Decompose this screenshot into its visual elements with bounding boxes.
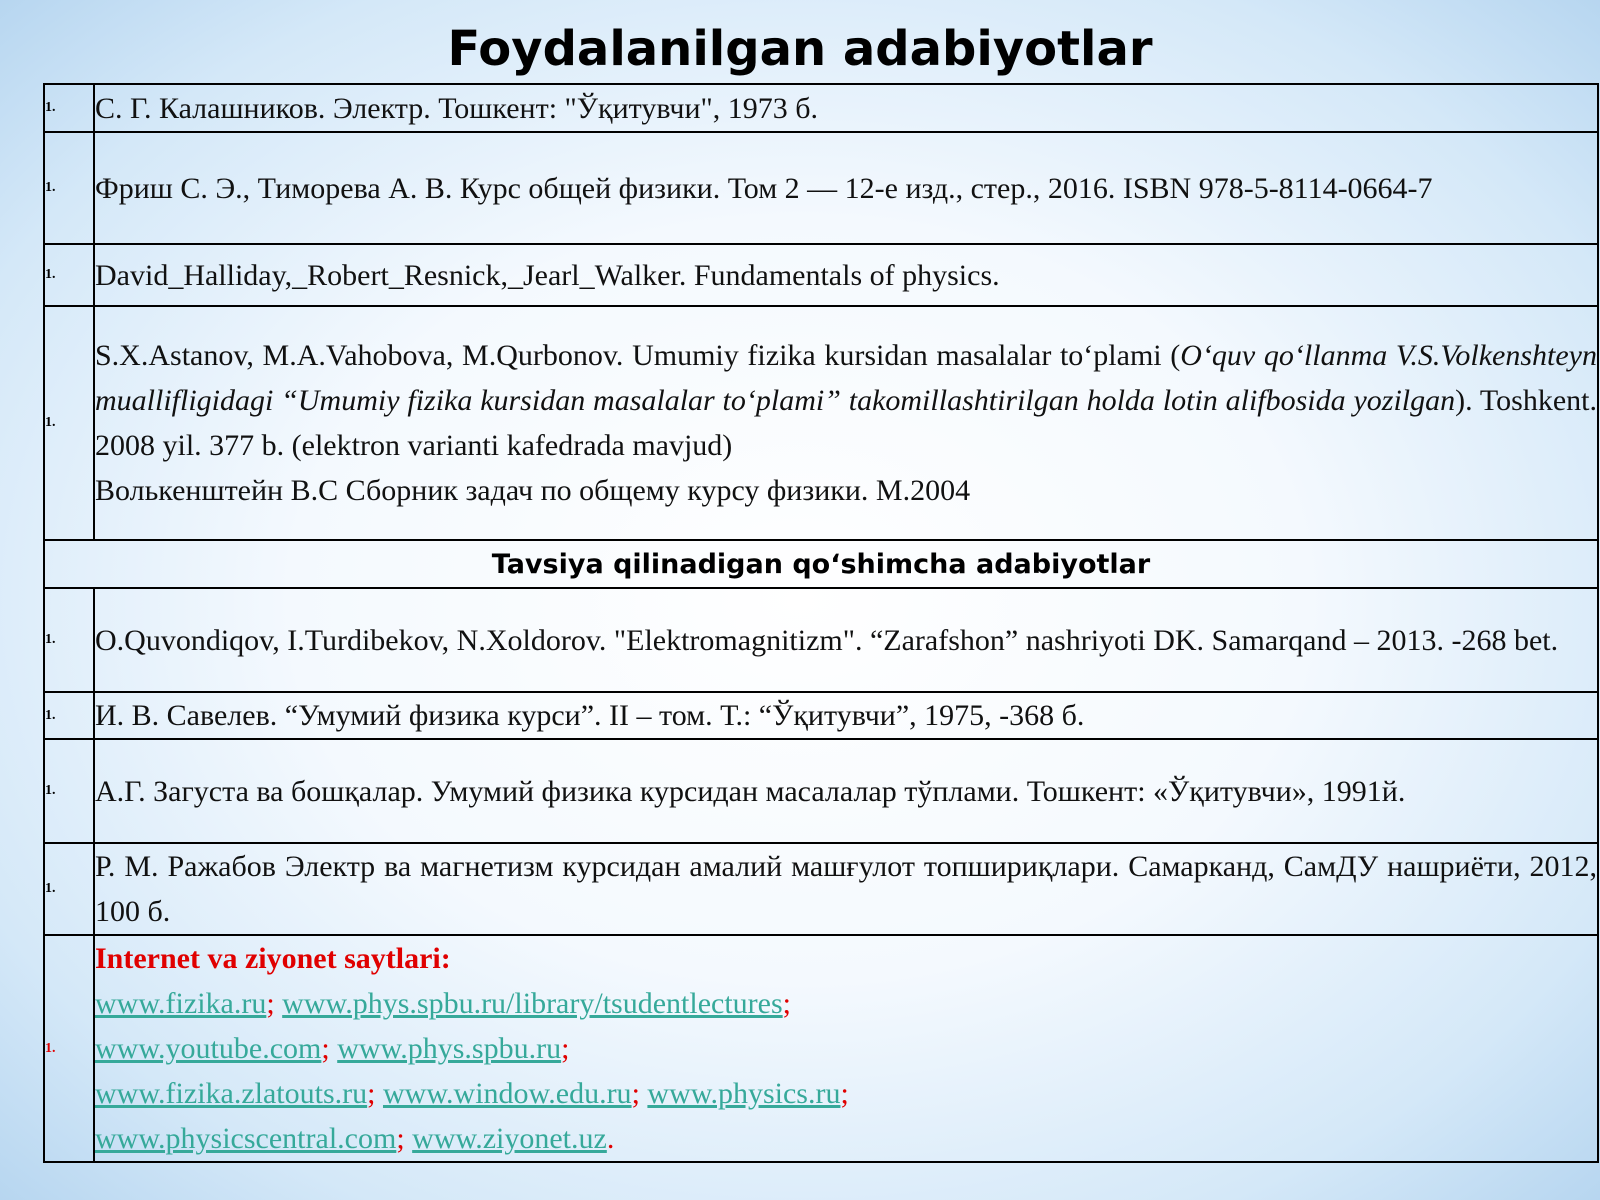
link-physicscentral[interactable]: www.physicscentral.com	[95, 1122, 397, 1155]
row-number: 1.	[44, 306, 94, 540]
link-fizika-zlatouts[interactable]: www.fizika.zlatouts.ru	[95, 1077, 368, 1110]
link-ziyonet[interactable]: www.ziyonet.uz	[412, 1122, 607, 1155]
internet-heading: Internet va ziyonet saytlari:	[95, 942, 451, 975]
reference-text: David_Halliday,_Robert_Resnick,_Jearl_Walker. Fundamentals of physics.	[94, 244, 1598, 306]
reference-row	[44, 588, 1598, 692]
link-fizika-ru[interactable]: www.fizika.ru	[95, 987, 267, 1020]
reference-text	[94, 306, 1598, 540]
row-number: 1.	[44, 843, 94, 935]
reference-row	[44, 84, 1598, 132]
link-phys-spbu[interactable]: www.phys.spbu.ru	[337, 1032, 562, 1065]
reference-row	[44, 692, 1598, 739]
reference-text: А.Г. Загуста ва бошқалар. Умумий физика курсидан масалалар тўплами. Тошкент: «Ўқитувчи», 1991й.	[94, 739, 1598, 843]
reference-row	[44, 244, 1598, 306]
reference-row	[44, 739, 1598, 843]
internet-cell: Internet va ziyonet saytlari: www.fizika.ru; www.phys.spbu.ru/library/tsudentlectures; www.youtube.com; www.phys.spbu.ru; www.fizika.zlatouts.ru; www.window.edu.ru; www.physics.ru; www.physicscentral.com; www.ziyonet.uz.	[94, 935, 1598, 1162]
reference-part: ). Toshkent. 2008 yil. 377 b. (elektron varianti kafedrada mavjud)	[95, 384, 1597, 462]
reference-text: И. В. Савелев. “Умумий физика курси”. II – том. Т.: “Ўқитувчи”, 1975, -368 б.	[94, 692, 1598, 739]
reference-row	[44, 132, 1598, 244]
reference-text: Фриш С. Э., Тиморева А. В. Курс общей физики. Том 2 — 12-е изд., стер., 2016. ISBN 978-5-8114-0664-7	[94, 132, 1598, 244]
section-heading: Tavsiya qilinadigan qoʻshimcha adabiyotlar	[44, 540, 1598, 588]
row-number: 1.	[44, 692, 94, 739]
link-youtube[interactable]: www.youtube.com	[95, 1032, 322, 1065]
row-number: 1.	[44, 588, 94, 692]
row-number: 1.	[44, 739, 94, 843]
reference-part: S.X.Astanov, M.A.Vahobova, M.Qurbonov. Umumiy fizika kursidan masalalar toʻplami (	[95, 339, 1181, 372]
row-number: 1.	[44, 132, 94, 244]
link-phys-spbu-library[interactable]: www.phys.spbu.ru/library/tsudentlectures	[282, 987, 783, 1020]
link-physics-ru[interactable]: www.physics.ru	[647, 1077, 841, 1110]
reference-row	[44, 843, 1598, 935]
internet-row	[44, 935, 1598, 1162]
row-number: 1.	[44, 244, 94, 306]
link-window-edu[interactable]: www.window.edu.ru	[382, 1077, 632, 1110]
reference-text: Р. М. Ражабов Электр ва магнетизм курсидан амалий машғулот топшириқлари. Самарканд, СамДУ нашриёти, 2012, 100 б.	[94, 843, 1598, 935]
row-number: 1.	[44, 84, 94, 132]
reference-row	[44, 306, 1598, 540]
reference-text: O.Quvondiqov, I.Turdibekov, N.Xoldorov. "Elektromagnitizm". “Zarafshon” nashriyoti DK. Samarqand – 2013. -268 bet.	[94, 588, 1598, 692]
reference-second-line: Волькенштейн В.С Сборник задач по общему курсу физики. М.2004	[95, 474, 971, 507]
references-table	[43, 83, 1599, 1163]
section-row	[44, 540, 1598, 588]
row-number: 1.	[44, 935, 94, 1162]
reference-italic-part: Oʻquv qoʻllanma V.S.Volkenshteyn muallifligidagi “Umumiy fizika kursidan masalalar toʻplami” takomillashtirilgan holda lotin alifbosida yozilgan	[95, 339, 1597, 417]
page-title: Foydalanilgan adabiyotlar	[447, 21, 1153, 77]
reference-text: С. Г. Калашников. Электр. Тошкент: "Ўқитувчи", 1973 б.	[94, 84, 1598, 132]
